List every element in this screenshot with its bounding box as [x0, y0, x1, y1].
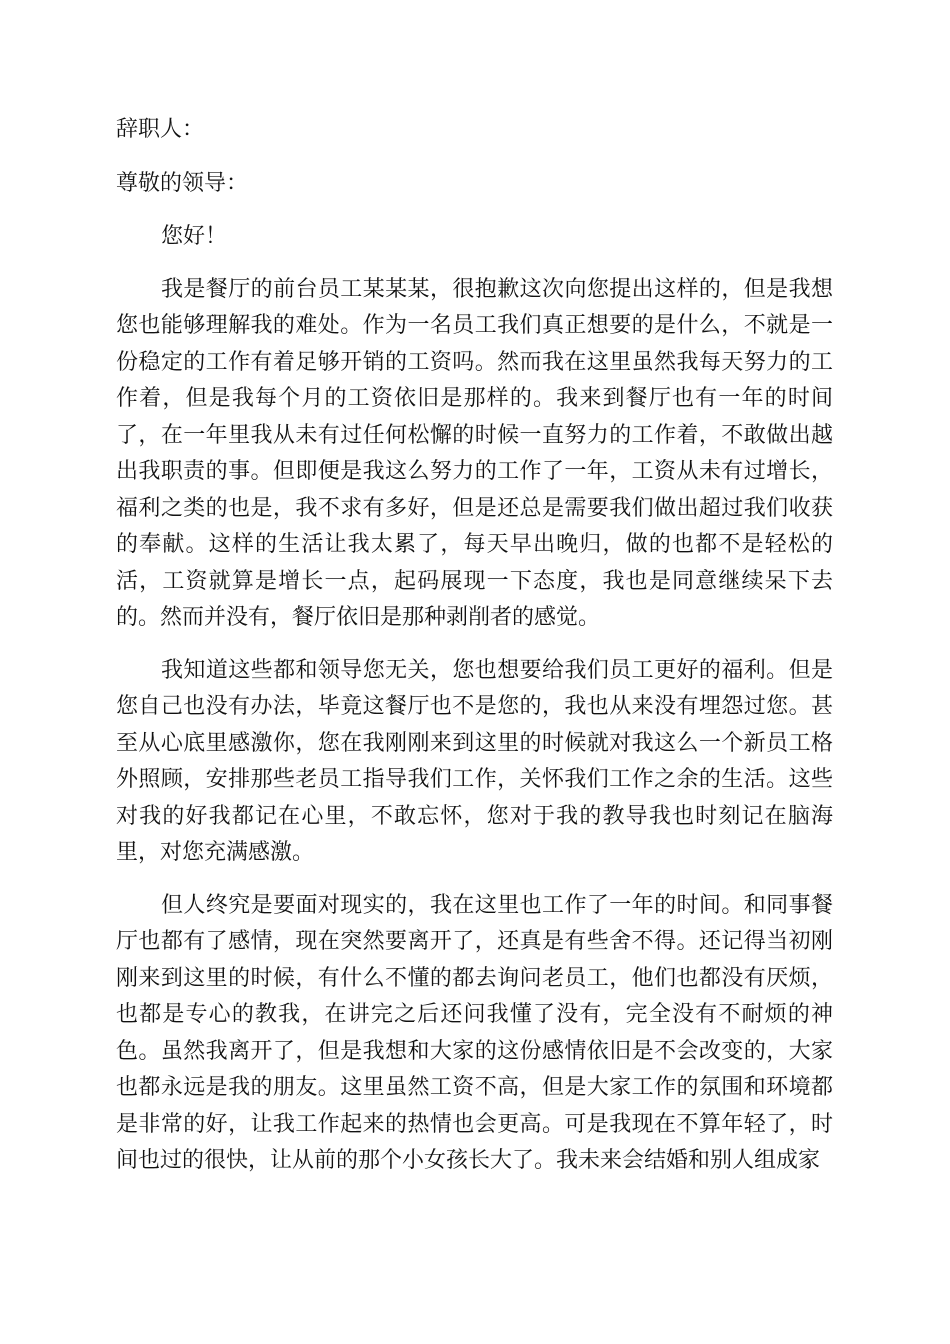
body-paragraph-2: 我知道这些都和领导您无关，您也想要给我们员工更好的福利。但是您自己也没有办法，毕竟这餐厅也不是您的，我也从来没有埋怨过您。甚至从心底里感激你，您在我刚刚来到这里的时候就对我这么一个新员工格外照顾，安排那些老员工指导我们工作，关怀我们工作之余的生活。这些对我的好我都记在心里，不敢忘怀，您对于我的教导我也时刻记在脑海里，对您充满感激。	[116, 657, 833, 865]
resigner-label: 辞职人：	[116, 117, 205, 142]
body-paragraph-1: 我是餐厅的前台员工某某某，很抱歉这次向您提出这样的，但是我想您也能够理解我的难处。作为一名员工我们真正想要的是什么，不就是一份稳定的工作有着足够开销的工资吗。然而我在这里虽然我每天努力的工作着，但是我每个月的工资依旧是那样的。我来到餐厅也有一年的时间了，在一年里我从未有过任何松懈的时候一直努力的工作着，不敢做出越出我职责的事。但即便是我这么努力的工作了一年，工资从未有过增长，福利之类的也是，我不求有多好，但是还总是需要我们做出超过我们收获的奉献。这样的生活让我太累了，每天早出晚归，做的也都不是轻松的活，工资就算是增长一点，起码展现一下态度，我也是同意继续呆下去的。然而并没有，餐厅依旧是那种剥削者的感觉。	[116, 276, 833, 630]
salutation: 尊敬的领导：	[116, 170, 249, 196]
body-paragraph-3: 但人终究是要面对现实的，我在这里也工作了一年的时间。和同事餐厅也都有了感情，现在突然要离开了，还真是有些舍不得。还记得当初刚刚来到这里的时候，有什么不懂的都去询问老员工，他们也都没有厌烦，也都是专心的教我，在讲完之后还问我懂了没有，完全没有不耐烦的神色。虽然我离开了，但是我想和大家的这份感情依旧是不会改变的，大家也都永远是我的朋友。这里虽然工资不高，但是大家工作的氛围和环境都是非常的好，让我工作起来的热情也会更高。可是我现在不算年轻了，时间也过的很快，让从前的那个小女孩长大了。我未来会结婚和别人组成家	[116, 892, 833, 1173]
letter-page	[116, 112, 833, 1180]
greeting: 您好！	[161, 224, 228, 249]
